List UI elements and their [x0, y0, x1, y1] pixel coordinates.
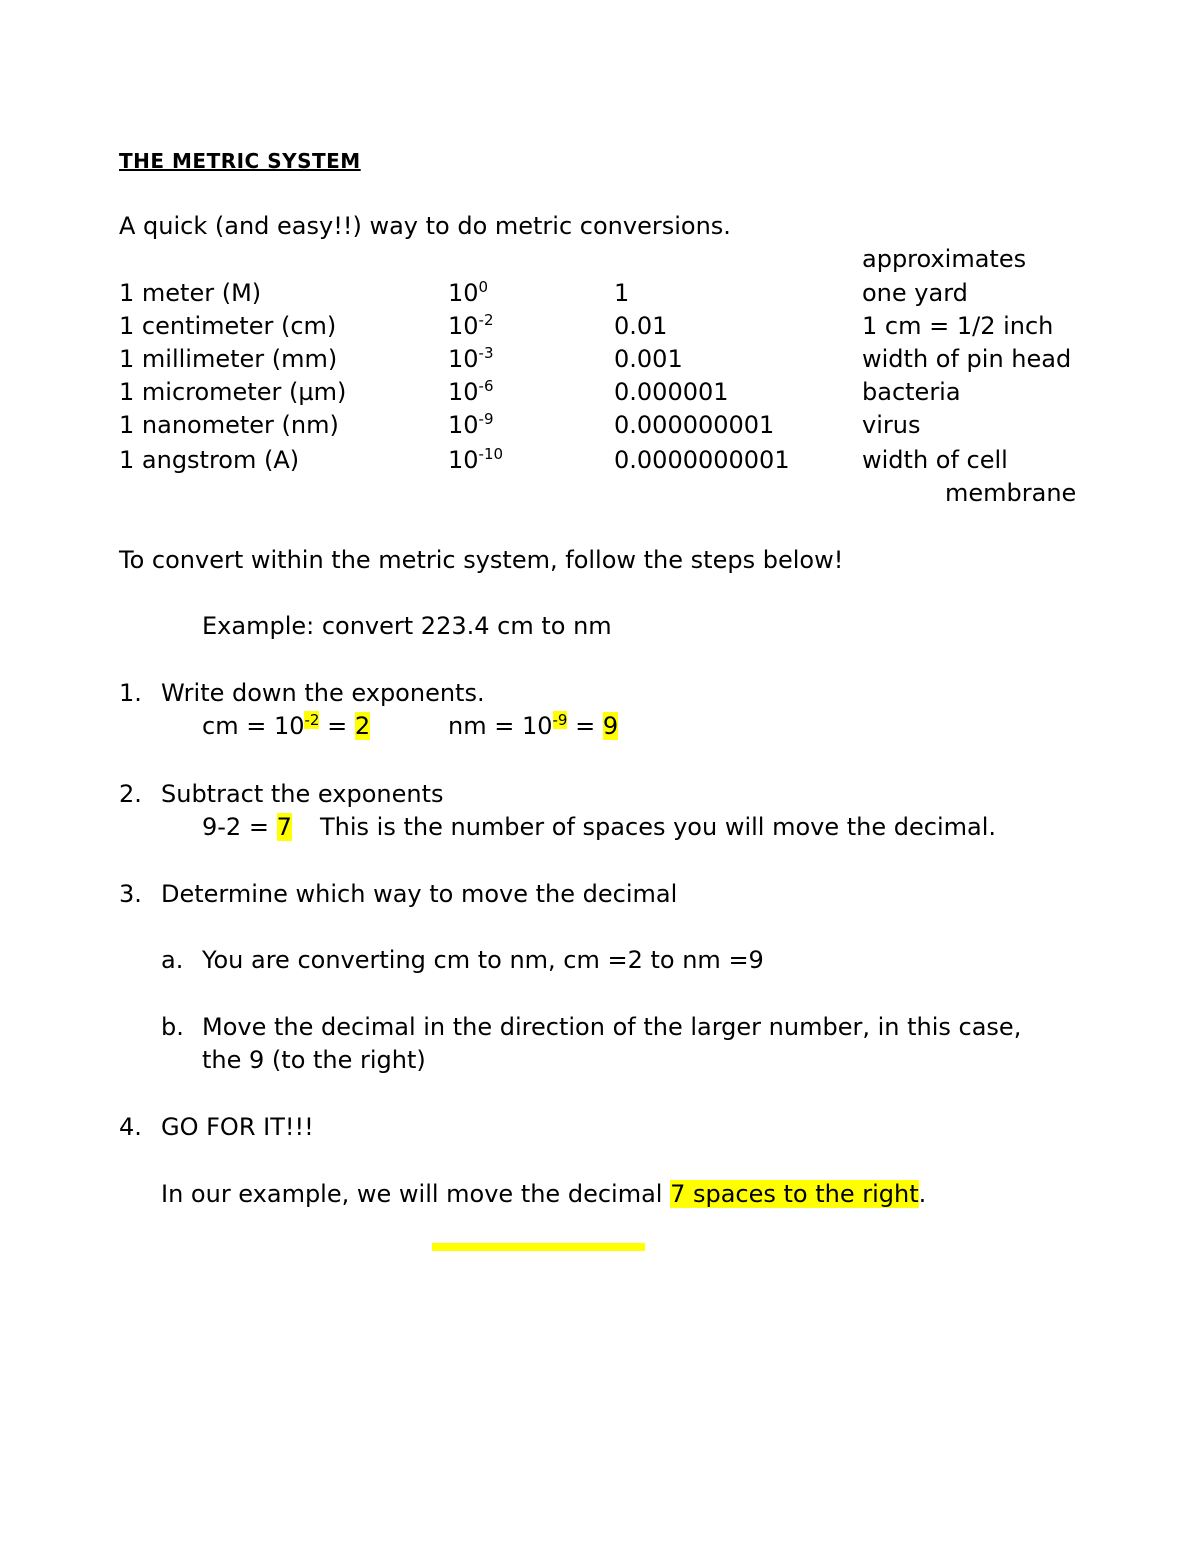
- step-text: Write down the exponents.: [161, 679, 485, 707]
- subtract-calc: 9-2 = 7: [202, 813, 292, 841]
- substep-text: Move the decimal in the direction of the larger number, in this case,: [202, 1013, 1022, 1041]
- step-number: 1.: [119, 679, 142, 707]
- decimal-cell: 0.0000000001: [614, 446, 790, 474]
- decimal-cell: 0.000000001: [614, 411, 775, 439]
- highlight-bar: [432, 1243, 645, 1251]
- unit-cell: 1 meter (M): [119, 279, 262, 307]
- substep-label: b.: [161, 1013, 184, 1041]
- subtract-note: This is the number of spaces you will move the decimal.: [320, 813, 996, 841]
- nm-exponent-line: nm = $10^{-9} = 9$: [448, 711, 619, 740]
- power-cell: $10^{-3}$: [448, 344, 494, 373]
- power-cell: $10^{-9}$: [448, 410, 494, 439]
- decimal-cell: 0.000001: [614, 378, 729, 406]
- power-cell: $10^{-2}$: [448, 311, 494, 340]
- approx-cell-continued: membrane: [945, 479, 1077, 507]
- substep-text-continued: the 9 (to the right): [202, 1046, 426, 1074]
- decimal-cell: 1: [614, 279, 630, 307]
- step-number: 4.: [119, 1113, 142, 1141]
- convert-intro: To convert within the metric system, follow the steps below!: [119, 546, 844, 574]
- approx-cell: one yard: [862, 279, 968, 307]
- approx-cell: width of pin head: [862, 345, 1072, 373]
- unit-cell: 1 centimeter (cm): [119, 312, 337, 340]
- result-line: In our example, we will move the decimal 7 spaces to the right.: [161, 1180, 927, 1208]
- substep-text: You are converting cm to nm, cm =2 to nm =9: [202, 946, 764, 974]
- approx-cell: width of cell: [862, 446, 1008, 474]
- unit-cell: 1 millimeter (mm): [119, 345, 338, 373]
- step-text: Determine which way to move the decimal: [161, 880, 678, 908]
- step-number: 3.: [119, 880, 142, 908]
- intro-text: A quick (and easy!!) way to do metric conversions.: [119, 212, 731, 240]
- example-text: Example: convert 223.4 cm to nm: [202, 612, 612, 640]
- approx-cell: 1 cm = 1/2 inch: [862, 312, 1054, 340]
- step-number: 2.: [119, 780, 142, 808]
- power-cell: $10^0$: [448, 278, 489, 307]
- power-cell: $10^{-10}$: [448, 445, 504, 474]
- decimal-cell: 0.001: [614, 345, 683, 373]
- substep-label: a.: [161, 946, 184, 974]
- approx-header: approximates: [862, 245, 1027, 273]
- step-text: Subtract the exponents: [161, 780, 444, 808]
- step-text: GO FOR IT!!!: [161, 1113, 314, 1141]
- approx-cell: virus: [862, 411, 921, 439]
- power-cell: $10^{-6}$: [448, 377, 494, 406]
- approx-cell: bacteria: [862, 378, 961, 406]
- unit-cell: 1 angstrom (A): [119, 446, 300, 474]
- decimal-cell: 0.01: [614, 312, 668, 340]
- cm-exponent-line: cm = $10^{-2} = 2$: [202, 711, 371, 740]
- unit-cell: 1 micrometer (µm): [119, 378, 347, 406]
- unit-cell: 1 nanometer (nm): [119, 411, 339, 439]
- page-title: THE METRIC SYSTEM: [119, 149, 361, 173]
